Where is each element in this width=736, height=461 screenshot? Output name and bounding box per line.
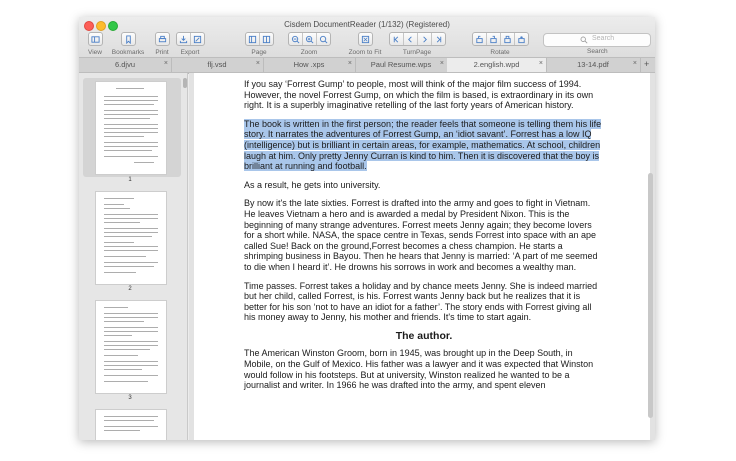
search-label: Search (587, 48, 608, 55)
tab-flj-vsd[interactable]: flj.vsd × (171, 58, 264, 72)
paragraph: By now it's the late sixties. Forrest is drafted into the army and goes to fight in Vietnam. He leaves Vietnam a hero and is awarded a medal by President Nixon. This is the beginning of many strange adventures. Forrest meets Jenny again; they become lovers for a short while. NASA, the space centre in Texas, sends Forrest into space with an ape called Sue! Back on the ground,Forrest becomes a chess champion. He starts a shrimping business in Bayou. Then he hears that Jenny is married: ‘A part of me seemed to die when I heard it’. He drowns his sorrows in work and becomes a wealthy man. (244, 198, 598, 272)
previous-page-icon[interactable] (404, 33, 418, 45)
export-button-group (176, 32, 205, 46)
page-thumbnail-3[interactable] (95, 300, 167, 394)
page-thumbnail-2[interactable] (95, 191, 167, 285)
search-icon (580, 36, 588, 44)
paragraph: If you say ‘Forrest Gump’ to people, most will think of the major film success of 1994. However, the novel Forrest Gump, on which the film is based, is extraordinary in its own right. It is a superbly imaginative retelling of the last forty years of American history. (244, 79, 594, 111)
turnpage-label: TurnPage (402, 49, 432, 56)
page-label: Page (251, 49, 267, 56)
thumbnail-page-number: 3 (128, 395, 132, 401)
printer-icon (156, 33, 169, 45)
tab-close-icon[interactable]: × (538, 60, 543, 67)
export-label: Export (180, 49, 200, 56)
single-page-icon[interactable] (246, 33, 260, 45)
section-heading: The author. (395, 329, 453, 342)
rotate-all-right-icon[interactable] (515, 33, 528, 45)
bookmark-icon (122, 33, 135, 45)
document-scrollbar[interactable] (648, 173, 653, 418)
thumbnail-sidebar (79, 73, 188, 440)
app-window (79, 17, 655, 440)
zoom-out-icon[interactable] (289, 33, 303, 45)
paragraph: The American Winston Groom, born in 1945, was brought up in the Deep South, in Mobile, on the Gulf of Mexico. His father was a lawyer and it was expected that Winston would follow in his footsteps. But at university, Winston realized he wanted to be a journalist and writer. In 1966 he was drafted into the army, and spent eleven (244, 348, 594, 391)
tab-paul-resume-wps[interactable]: Paul Resume.wps × (355, 58, 448, 72)
zoom-button-group (288, 32, 331, 46)
thumbnail-page-number: 1 (128, 177, 132, 183)
text-selection-highlight: The book is written in the first person; the reader feels that someone is telling them his life story. It narrates the adventures of Forrest Gump, an ‘idiot savant’. Forrest has a low IQ (intelligence) but is brilliant in certain areas, for example, mathematics. At school, children laugh at him. Only pretty Jenny Curran is kind to him. Then it is discovered that the boy is brilliant at running and football. (244, 118, 602, 172)
sidebar-scrollbar[interactable] (183, 78, 187, 88)
search-input[interactable] (543, 33, 651, 47)
tab-how-xps[interactable]: How .xps × (263, 58, 356, 72)
zoom-label: Zoom (300, 49, 318, 56)
zoom-actual-icon[interactable] (317, 33, 330, 45)
first-page-icon[interactable] (390, 33, 404, 45)
tab-close-icon[interactable]: × (255, 60, 260, 67)
page-button-group (245, 32, 274, 46)
tab-close-icon[interactable]: × (163, 60, 168, 67)
next-page-icon[interactable] (418, 33, 432, 45)
view-label: View (88, 49, 102, 56)
document-viewer (189, 73, 655, 440)
paragraph: Time passes. Forrest takes a holiday and by chance meets Jenny. She is indeed married but her child, called Forrest, is his. Forrest wants Jenny back but he realizes that it is better for his son ‘not to have an idiot for a father’. The story ends with Forrest giving all his money away to Jenny, his mother and friends. It's time to start again. (244, 280, 598, 323)
tab-close-icon[interactable]: × (439, 60, 444, 67)
export-edit-icon[interactable] (191, 33, 204, 45)
tab-2-english-wpd[interactable]: 2.english.wpd × (447, 58, 547, 72)
print-label: Print (155, 49, 169, 56)
view-button[interactable] (88, 32, 103, 46)
bookmarks-label: Bookmarks (111, 49, 145, 56)
zoom-to-fit-icon (359, 33, 372, 45)
title-bar (79, 17, 655, 74)
two-page-icon[interactable] (260, 33, 273, 45)
new-tab-button[interactable]: + (644, 59, 650, 69)
page-thumbnail-1[interactable] (95, 81, 167, 175)
print-button[interactable] (155, 32, 170, 46)
rotate-right-icon[interactable] (487, 33, 501, 45)
zoom-to-fit-button[interactable] (358, 32, 373, 46)
paragraph: As a result, he gets into university. (244, 179, 381, 190)
document-text (244, 79, 604, 399)
selected-paragraph[interactable] (244, 119, 604, 172)
window-title: Cisdem DocumentReader (1/132) (Registered) (284, 20, 450, 29)
rotate-button-group (472, 32, 529, 46)
tab-close-icon[interactable]: × (347, 60, 352, 67)
rotate-all-left-icon[interactable] (501, 33, 515, 45)
thumbnail-page-number: 2 (128, 286, 132, 292)
tab-6-djvu[interactable]: 6.djvu × (79, 58, 172, 72)
last-page-icon[interactable] (432, 33, 445, 45)
search-placeholder: Search (592, 35, 615, 42)
rotate-label: Rotate (490, 49, 510, 56)
zoom-in-icon[interactable] (303, 33, 317, 45)
view-icon (89, 33, 102, 45)
export-icon[interactable] (177, 33, 191, 45)
bookmarks-button[interactable] (121, 32, 136, 46)
document-tab-bar (79, 57, 655, 73)
page-thumbnail-4[interactable] (95, 409, 167, 440)
tab-close-icon[interactable]: × (632, 60, 637, 67)
turnpage-button-group (389, 32, 446, 46)
rotate-left-icon[interactable] (473, 33, 487, 45)
document-page (194, 73, 650, 440)
zoom-to-fit-label: Zoom to Fit (348, 49, 382, 56)
tab-13-14-pdf[interactable]: 13-14.pdf × (546, 58, 641, 72)
